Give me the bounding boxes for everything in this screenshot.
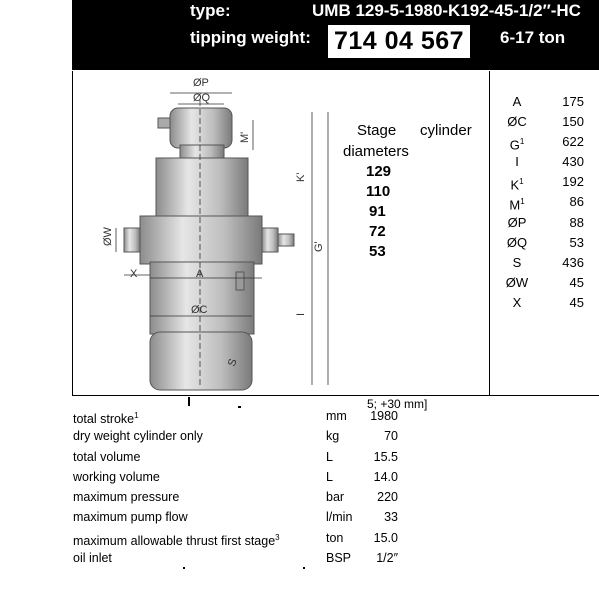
spec-unit: l/min — [326, 510, 353, 525]
dimension-value: 86 — [569, 194, 584, 210]
type-label: type: — [190, 1, 231, 20]
label-m: M' — [239, 131, 251, 143]
dimension-value: 175 — [562, 94, 584, 109]
dimension-row — [497, 213, 592, 233]
dimension-sup: 1 — [519, 177, 524, 187]
dimension-key: A — [512, 94, 522, 109]
dimension-value: 53 — [569, 234, 584, 250]
spec-table — [73, 406, 413, 568]
spec-unit: kg — [326, 429, 340, 444]
spec-label: total volume — [73, 449, 141, 464]
spec-row — [73, 467, 413, 487]
label-c: ØC — [191, 304, 208, 316]
spec-value: 14.0 — [373, 469, 398, 484]
spec-unit: L — [326, 449, 333, 464]
spec-row — [73, 548, 413, 568]
dimension-key: ØW — [505, 274, 529, 290]
label-a: A — [196, 268, 204, 280]
stage-diameter: 129 — [366, 163, 392, 180]
dimension-sup: 1 — [520, 197, 525, 207]
stage-diameter: 110 — [366, 183, 391, 200]
label-i: I — [295, 312, 307, 316]
dimension-value: 192 — [562, 174, 584, 190]
tipping-weight-label: tipping weight: — [190, 28, 311, 47]
spec-value: 1/2″ — [376, 551, 398, 566]
spec-value: 15.5 — [373, 449, 398, 464]
spec-sup: 3 — [275, 532, 280, 542]
dimension-key: M — [509, 197, 521, 213]
spec-unit: BSP — [326, 551, 352, 566]
dimension-key: ØP — [507, 214, 527, 230]
spec-value: 1980 — [370, 409, 398, 423]
dimension-row — [497, 293, 592, 313]
spec-label: maximum pressure — [73, 490, 180, 505]
spec-row — [73, 487, 413, 507]
dimension-row — [497, 92, 592, 112]
dimension-value: 45 — [569, 274, 584, 290]
dimension-value: 436 — [562, 254, 584, 270]
dimension-key: G — [509, 137, 520, 153]
spec-row — [73, 507, 413, 527]
stage-title-cylinder: cylinder — [420, 122, 472, 139]
dimension-key: ØC — [507, 114, 527, 130]
stroke-note: 5; +30 mm] — [367, 397, 428, 411]
dimension-value: 150 — [562, 114, 584, 130]
dimension-row — [497, 132, 592, 152]
label-s: S — [225, 357, 240, 369]
dimension-key: I — [515, 154, 519, 170]
dimension-row — [497, 152, 592, 172]
label-w: ØW — [102, 227, 114, 246]
dimension-key: S — [512, 254, 522, 270]
stage-title-diameters: diameters — [343, 143, 409, 160]
type-value: UMB 129-5-1980-K192-45-1/2″-HC — [312, 1, 581, 20]
dimension-row — [497, 172, 592, 192]
tonnage: 6-17 ton — [500, 28, 566, 47]
spec-label: oil inlet — [73, 551, 112, 566]
dimension-value: 88 — [569, 214, 584, 230]
dimension-row — [497, 112, 592, 132]
dimension-row — [497, 233, 592, 253]
label-k: K' — [295, 172, 307, 182]
spec-value: 70 — [384, 429, 398, 444]
cylinder-body — [124, 108, 294, 390]
spec-value: 220 — [377, 490, 398, 505]
stage-diameter: 91 — [369, 203, 386, 220]
stage-diameter: 72 — [369, 223, 386, 240]
dimension-value: 430 — [562, 154, 584, 170]
spec-unit: bar — [326, 490, 345, 505]
label-q: ØQ — [193, 92, 211, 104]
mark — [188, 397, 190, 406]
dimension-value: 45 — [569, 294, 584, 310]
mark — [303, 567, 305, 569]
spec-row — [73, 528, 413, 548]
dimension-key: ØQ — [506, 234, 528, 250]
label-g: G' — [313, 241, 325, 252]
spec-unit: mm — [326, 409, 347, 423]
dimension-row — [497, 253, 592, 273]
stage-diameter: 53 — [369, 243, 386, 260]
label-x: X — [130, 268, 138, 280]
stage-title: Stage — [357, 122, 397, 139]
spec-row — [73, 447, 413, 467]
spec-value: 15.0 — [373, 530, 398, 545]
spec-label: total stroke — [73, 412, 135, 427]
dimension-row — [497, 192, 592, 212]
spec-row — [73, 426, 413, 446]
spec-label: maximum allowable thrust first stage — [73, 533, 276, 548]
spec-unit: L — [326, 469, 333, 484]
spec-value: 33 — [384, 510, 398, 525]
label-p: ØP — [193, 77, 209, 89]
dimension-table — [497, 92, 592, 313]
mark — [183, 567, 185, 569]
dimension-row — [497, 273, 592, 293]
spec-label: dry weight cylinder only — [73, 429, 203, 444]
spec-label: maximum pump flow — [73, 510, 188, 525]
spec-label: working volume — [73, 469, 160, 484]
part-number: 714 04 567 — [328, 25, 470, 58]
dimension-key: X — [512, 294, 522, 310]
spec-sup: 1 — [134, 411, 139, 420]
spec-unit: ton — [326, 530, 344, 545]
spec-row — [73, 406, 413, 426]
dimension-key: K — [510, 177, 520, 193]
dimension-value: 622 — [562, 134, 584, 150]
dimension-sup: 1 — [519, 137, 525, 147]
